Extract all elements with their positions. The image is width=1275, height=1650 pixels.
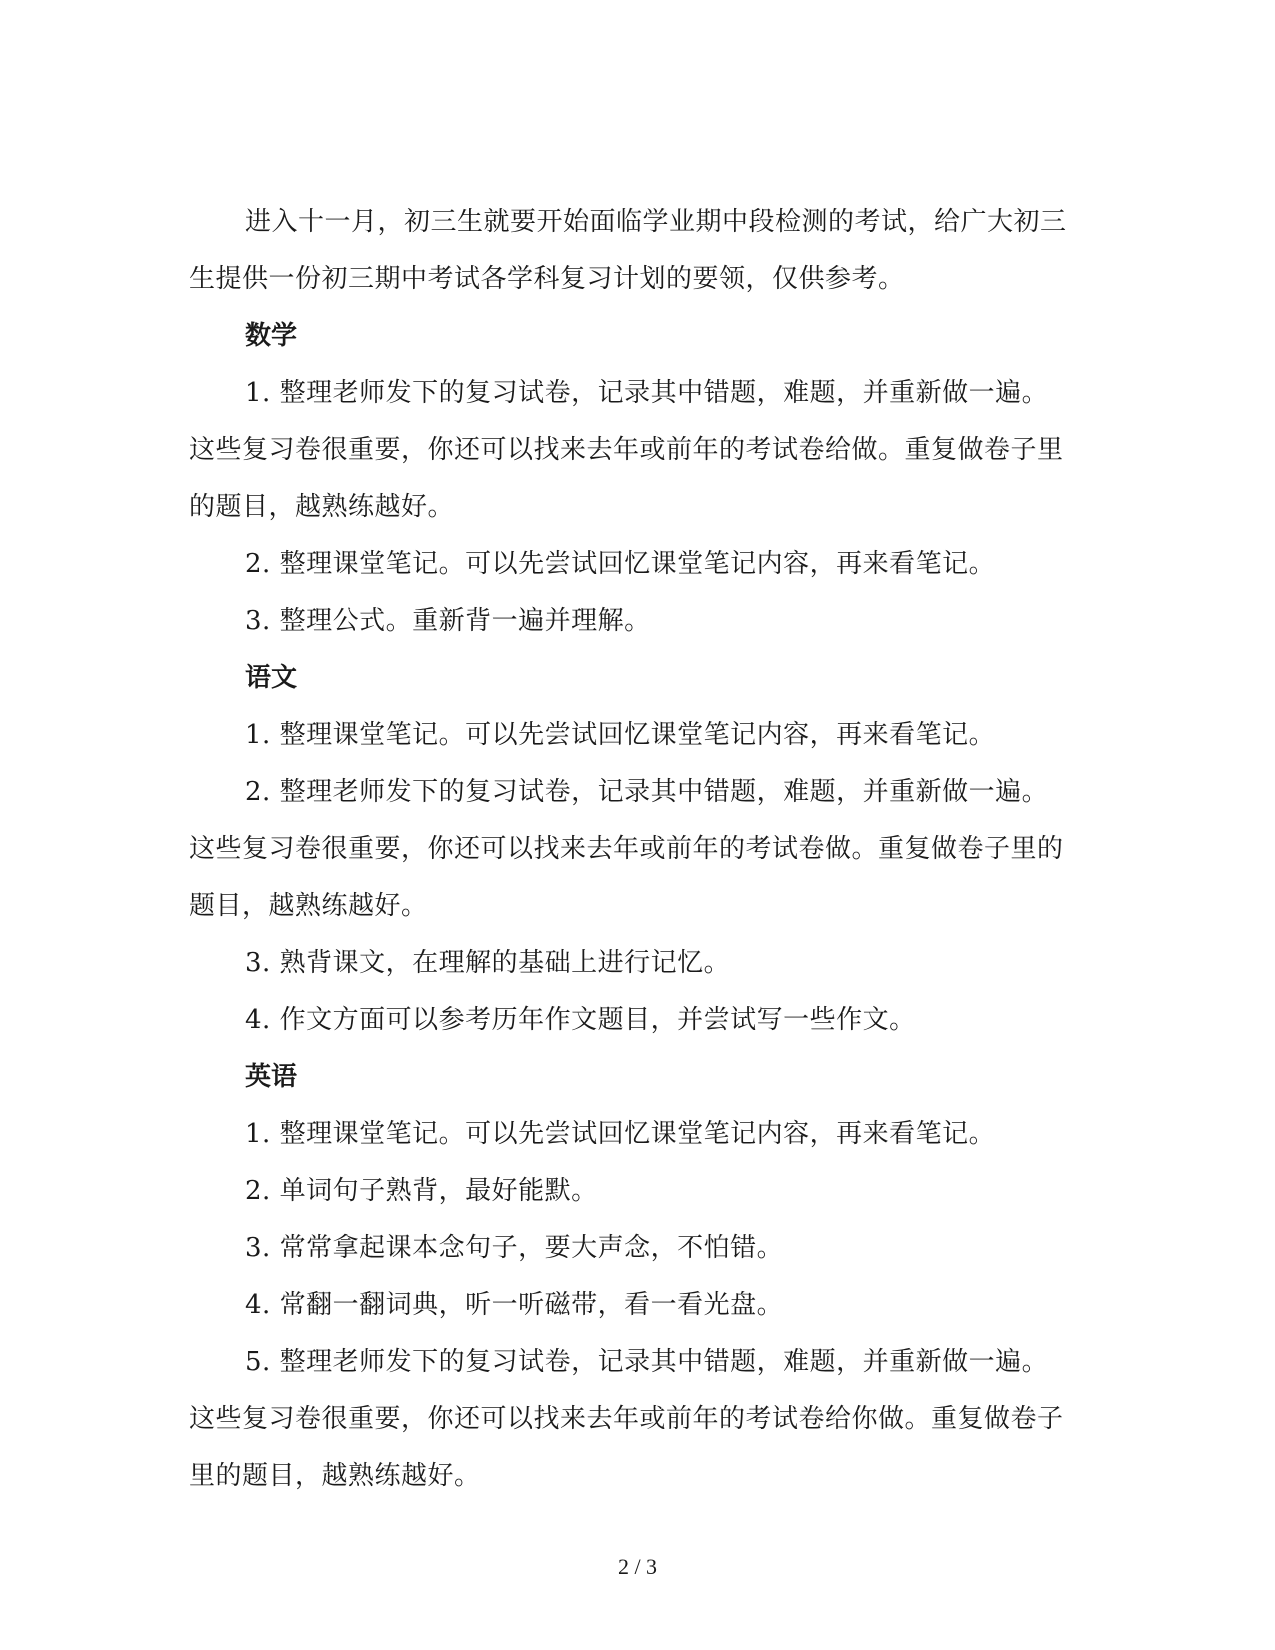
english-item: 5. 整理老师发下的复习试卷，记录其中错题，难题，并重新做一遍。这些复习卷很重要，你还可以找来去年或前年的考试卷给你做。重复做卷子里的题目，越熟练越好。	[189, 1347, 1064, 1491]
section-heading-english: 英语	[245, 1062, 298, 1092]
chinese-item: 2. 整理老师发下的复习试卷，记录其中错题，难题，并重新做一遍。这些复习卷很重要，你还可以找来去年或前年的考试卷做。重复做卷子里的题目，越熟练越好。	[189, 777, 1064, 921]
math-item: 1. 整理老师发下的复习试卷，记录其中错题，难题，并重新做一遍。这些复习卷很重要，你还可以找来去年或前年的考试卷给做。重复做卷子里的题目，越熟练越好。	[189, 378, 1064, 522]
math-item: 3. 整理公式。重新背一遍并理解。	[245, 606, 651, 636]
page-number: 2 / 3	[617, 1554, 658, 1579]
english-item: 4. 常翻一翻词典，听一听磁带，看一看光盘。	[245, 1290, 784, 1320]
chinese-item: 1. 整理课堂笔记。可以先尝试回忆课堂笔记内容，再来看笔记。	[245, 720, 996, 750]
english-item: 2. 单词句子熟背，最好能默。	[245, 1176, 598, 1206]
english-item: 3. 常常拿起课本念句子，要大声念，不怕错。	[245, 1233, 784, 1263]
english-item: 1. 整理课堂笔记。可以先尝试回忆课堂笔记内容，再来看笔记。	[245, 1119, 996, 1149]
section-heading-math: 数学	[245, 321, 298, 351]
chinese-item: 3. 熟背课文，在理解的基础上进行记忆。	[245, 948, 731, 978]
section-heading-chinese: 语文	[245, 663, 298, 693]
intro-paragraph: 进入十一月，初三生就要开始面临学业期中段检测的考试，给广大初三生提供一份初三期中考试各学科复习计划的要领，仅供参考。	[189, 207, 1067, 294]
math-item: 2. 整理课堂笔记。可以先尝试回忆课堂笔记内容，再来看笔记。	[245, 549, 996, 579]
chinese-item: 4. 作文方面可以参考历年作文题目，并尝试写一些作文。	[245, 1005, 916, 1035]
document-body	[189, 194, 1069, 1505]
